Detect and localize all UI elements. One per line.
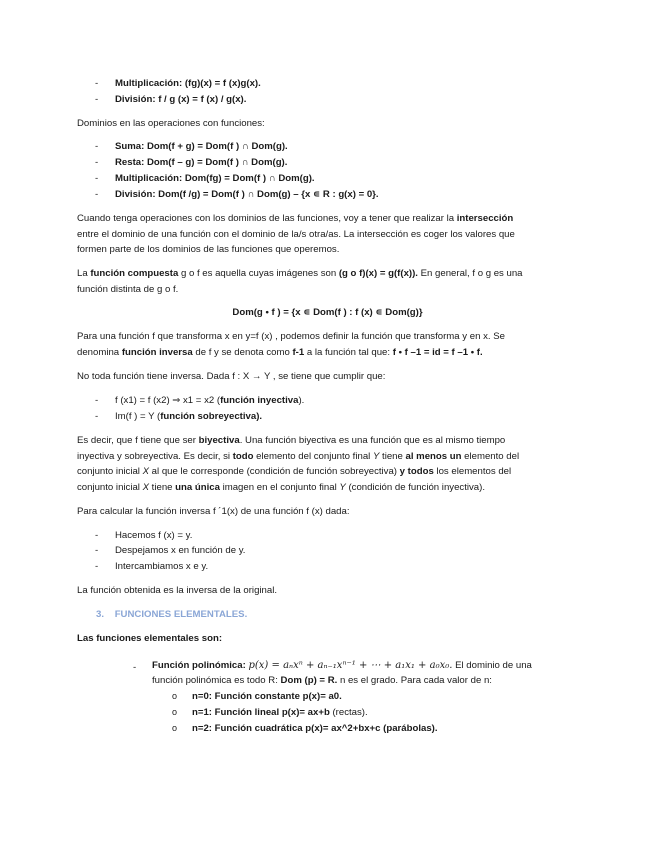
calcular-intro: Para calcular la función inversa f ´1(x) de una función f (x) dada: <box>77 506 350 517</box>
domain-division: División: Dom(f /g) = Dom(f ) ∩ Dom(g) – {x ∊ R : g(x) = 0}. <box>115 189 379 200</box>
bullet-dash: - <box>133 662 137 673</box>
op-multiplicacion: Multiplicación: (fg)(x) = f (x)g(x). <box>115 78 261 89</box>
bullet-dash: - <box>95 561 99 572</box>
bullet-dash: - <box>95 157 99 168</box>
circle-bullet-icon: o <box>172 707 178 717</box>
condicion-inyectiva: f (x1) = f (x2) ⇒ x1 = x2 (función inyectiva). <box>115 395 305 406</box>
biyectiva-line2: inyectiva y sobreyectiva. Es decir, si todo elemento del conjunto final Y tiene al menos un elemento del <box>77 451 520 462</box>
polinomica-line2: función polinómica es todo R: Dom (p) = R. n es el grado. Para cada valor de n: <box>152 675 492 686</box>
compuesta-formula: Dom(g • f ) = {x ∊ Dom(f ) : f (x) ∊ Dom(g)} <box>232 307 423 318</box>
domain-suma: Suma: Dom(f + g) = Dom(f ) ∩ Dom(g). <box>115 141 288 152</box>
no-toda-intro: No toda función tiene inversa. Dada f : X → Y , se tiene que cumplir que: <box>77 371 386 382</box>
op-division: División: f / g (x) = f (x) / g(x). <box>115 94 247 105</box>
bullet-dash: - <box>95 78 99 89</box>
compuesta-line2: función distinta de g o f. <box>77 284 179 295</box>
biyectiva-line1: Es decir, que f tiene que ser biyectiva. Una función biyectiva es una función que es al mismo tiempo <box>77 435 506 446</box>
para-intersection-line1: Cuando tenga operaciones con los dominios de las funciones, voy a tener que realizar la intersección <box>77 213 514 224</box>
polinomica-line1: Función polinómica: p(x) = aₙxⁿ + aₙ₋₁xⁿ⁻¹ + ⋯ + a₁x₁ + a₀x₀. El dominio de una <box>152 660 532 671</box>
caso-n0: n=0: Función constante p(x)= a0. <box>192 691 342 702</box>
bullet-dash: - <box>95 545 99 556</box>
paso-1: Hacemos f (x) = y. <box>115 530 193 541</box>
domain-multiplicacion: Multiplicación: Dom(fg) = Dom(f ) ∩ Dom(g). <box>115 173 315 184</box>
compuesta-line1: La función compuesta g o f es aquella cuyas imágenes son (g o f)(x) = g(f(x)). En general, f o g es una <box>77 268 523 279</box>
inversa-line1: Para una función f que transforma x en y=f (x) , podemos definir la función que transforma y en x. Se <box>77 331 505 342</box>
bullet-dash: - <box>95 530 99 541</box>
bullet-dash: - <box>95 411 99 422</box>
para-intersection-line3: formen parte de los dominios de las funciones que operemos. <box>77 244 340 255</box>
bullet-dash: - <box>95 141 99 152</box>
para-intersection-line2: entre el dominio de una función con el dominio de la/s otra/as. La intersección es coger los valores que <box>77 229 515 240</box>
bullet-dash: - <box>95 94 99 105</box>
bullet-dash: - <box>95 189 99 200</box>
polinomica-formula: p(x) = aₙxⁿ + aₙ₋₁xⁿ⁻¹ + ⋯ + a₁x₁ + a₀x₀. <box>248 660 453 671</box>
circle-bullet-icon: o <box>172 723 178 733</box>
domains-intro: Dominios en las operaciones con funciones: <box>77 118 265 129</box>
bullet-dash: - <box>95 395 99 406</box>
paso-3: Intercambiamos x e y. <box>115 561 209 572</box>
section-heading: 3. FUNCIONES ELEMENTALES. <box>96 609 248 620</box>
domain-resta: Resta: Dom(f – g) = Dom(f ) ∩ Dom(g). <box>115 157 288 168</box>
inversa-line2: denomina función inversa de f y se denota como f-1 a la función tal que: f • f –1 = id = f –1 • f. <box>77 347 483 358</box>
elementales-intro: Las funciones elementales son: <box>77 633 223 644</box>
circle-bullet-icon: o <box>172 691 178 701</box>
biyectiva-line4: conjunto inicial X tiene una única imagen en el conjunto final Y (condición de función inyectiva). <box>77 482 485 493</box>
bullet-dash: - <box>95 173 99 184</box>
calcular-outro: La función obtenida es la inversa de la original. <box>77 585 278 596</box>
condicion-sobreyectiva: Im(f ) = Y (función sobreyectiva). <box>115 411 263 422</box>
paso-2: Despejamos x en función de y. <box>115 545 246 556</box>
caso-n1: n=1: Función lineal p(x)= ax+b (rectas). <box>192 707 368 718</box>
caso-n2: n=2: Función cuadrática p(x)= ax^2+bx+c (parábolas). <box>192 723 438 734</box>
biyectiva-line3: conjunto inicial X al que le corresponde (condición de función sobreyectiva) y todos los elementos del <box>77 466 512 477</box>
